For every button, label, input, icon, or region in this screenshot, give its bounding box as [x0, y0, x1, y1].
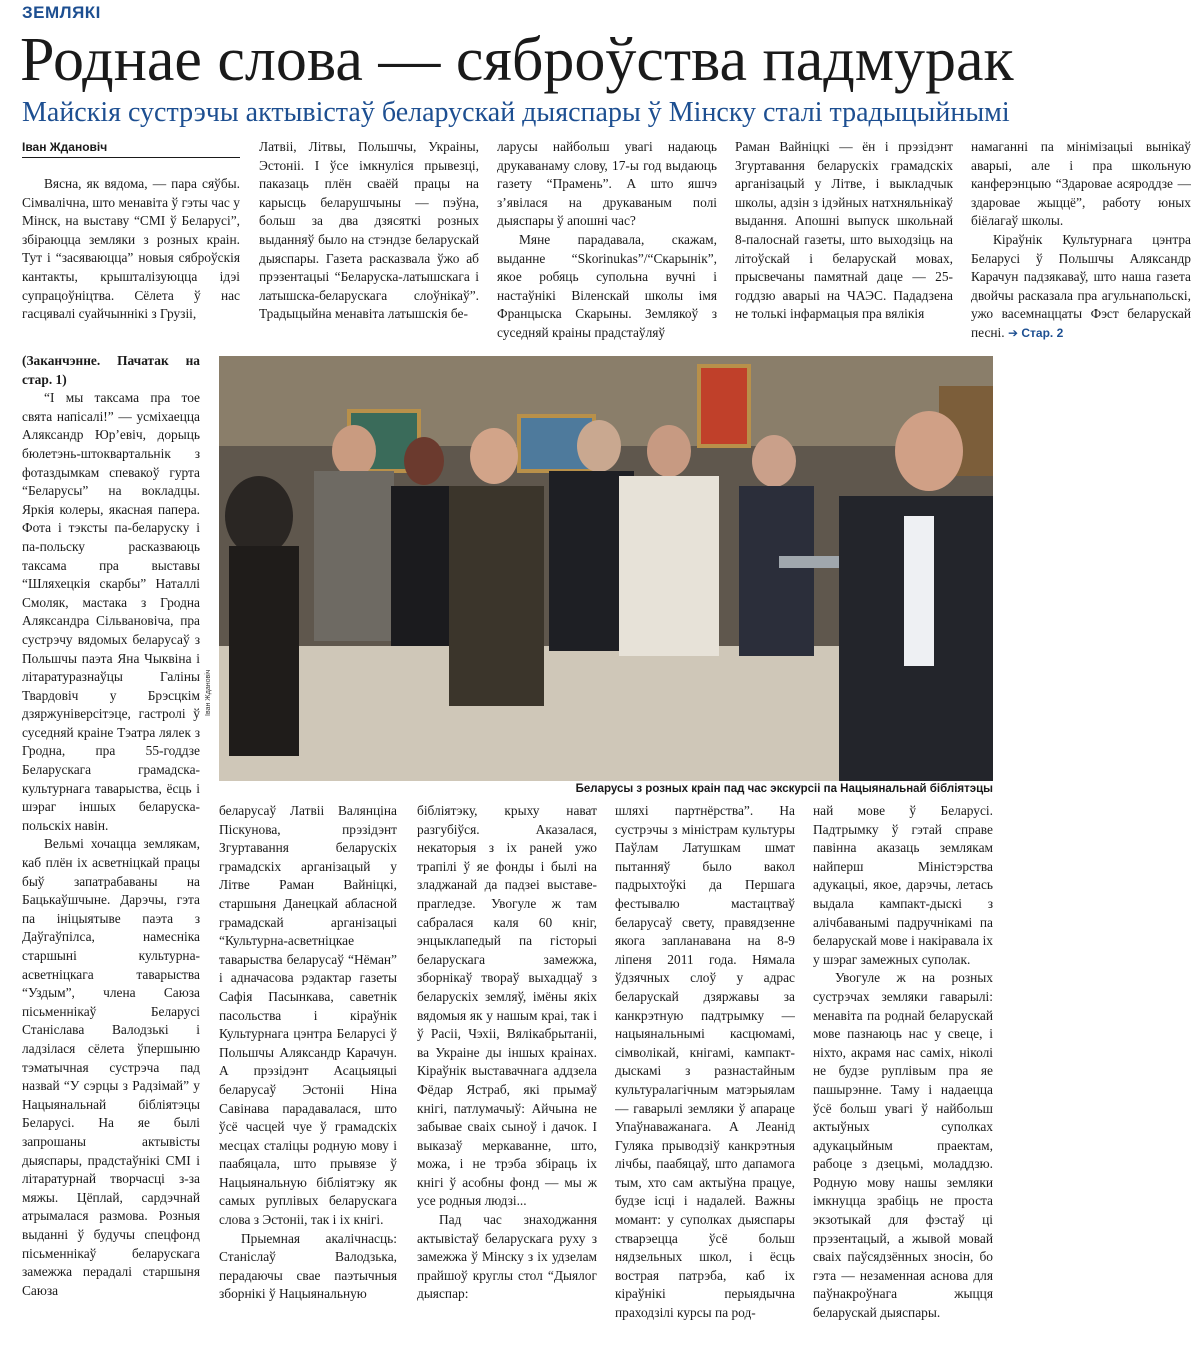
paragraph: Вясна, як вядома, — пара сяўбы. Сімвалічна, што менавіта ў гэты час у Мінск, на выставу “СМІ ў Беларусі”, збіраюцца земляки з розных краін. Тут і “засяваюцца” новыя сяброўскія кантакты, крышталізуюцца ідэі супрацоўніцтва. Сёлета ў нас гасцявалі суайчыннікі з Грузіі,: [22, 176, 240, 322]
section-rubric: ЗЕМЛЯКІ: [22, 3, 101, 22]
paragraph: намаганні па мінімізацыі вынікаў аварыі, але і пра школьную канферэнцыю “Здаровае асяроддзе — здаровае жыццё”, работу юных біёлагаў школы.: [971, 139, 1191, 229]
article-column-bottom-4: [615, 802, 795, 1355]
paragraph: Пад час знаходжання актывістаў беларускага руху з замежжа ў Мінску з іх удзелам прайшоў круглы стол “Дыялог дыяспар:: [417, 1212, 597, 1302]
paragraph: шляхі партнёрства”. На сустрэчы з міністрам культуры Паўлам Латушкам шмат пытанняў было вакол падрыхтоўкі да Першага фестывалю мастацтваў беларусаў свету, правядзенне якога запланавана на 8-9 ліпеня 2011 года. Нямала ўдзячных слоў у адрас беларускай дзяржавы за канкрэтную падтрымку — нацыянальнымі касцюмамі, сімволікай, кнігамі, кампакт-дыскамі з разнастайным культуралагічным матэрыялам — гаварылі земляки ў апараце Упаўнаважанага. А Леанід Гуляка прыводзіў канкрэтныя лічбы, паабяцаў, што дапамога тым, хто сам актыўна працуе, будзе ісці і надалей. Важны момант: у суполках дыяспары стварэецца ўсё больш нядзельных школ, і ёсць вострая патрэба, каб іх кіраўнікі перыядычна праходзілі курсы па род-: [615, 803, 795, 1321]
photo-illustration: [219, 356, 993, 781]
paragraph: бібліятэку, крыху нават разгубіўся. Аказалася, некаторыя з іх раней ужо трапілі ў яе фонды і былі на зладжанай да падзеі выставе-прагледзе. Увогуле ж там сабралася каля 60 кніг, энцыклапедый па гісторыі беларускага замежжа, зборнікаў твораў выхадцаў з беларускіх земляў, імёны якіх вядомыя як у нашым краі, так і ў Расіі, Чэхіі, Вялікабрытаніі, ва Украіне ды іншых краінах. Кіраўнік выставачнага аддзела Фёдар Ястраб, які прымаў кнігі, патлумачыў: Айчына не забывае сваіх сыноў і дачок. І выказаў меркаванне, што, можа, і не трэба збіраць іх кнігі ў асобны фонд — мы ж усе родныя людзі...: [417, 803, 597, 1209]
article-photo: [219, 356, 993, 781]
headline: Роднае слова — сяброўства падмурак: [20, 26, 1014, 94]
paragraph: Вельмі хочацца землякам, каб плён іх асветніцкай працы быў запатрабаваны на Бацькаўшчыне. Дарэчы, гэта па ініцыятыве паэта з Даўгаўпілса, намесніка старшыні культурна-асветніцкага таварыства “Уздым”, члена Саюза пісьменнікаў Беларусі Станіслава Валодзькі і ладзілася сёлета ўпершыню тэматычная сустрэча пад назвай “У сэрцы з Радзімай” у Нацыянальнай бібліятэцы Беларусі. На яе былі запрошаны актывісты дыяспары, прадстаўнікі СМІ і літаратурнай творчасці з-за мяжы. Цёплай, сардэчнай атрымалася размова. Розныя выданні ў будучы спецфонд пісьменнікаў беларускага замежжа перадалі старшыня Саюза: [22, 836, 200, 1298]
paragraph: Раман Вайніцкі — ён і прэзідэнт Згуртавання беларускіх грамадскіх арганізацый у Літве, і выкладчык школы, адзін з ідэйных натхняльнікаў выдання. Апошні выпуск школьнай 8-палоснай газеты, што выходзіць на літоўскай і беларускай мовах, прысвечаны памятнай даце — 25-годдзю аварыі на ЧАЭС. Пададзена не толькі інфармацыя пра вялікія: [735, 139, 953, 322]
paragraph: Прыемная акалічнасць: Станіслаў Валодзька, перадаючы свае паэтычныя зборнікі ў Нацыянальную: [219, 1230, 397, 1302]
subheadline: Майскія сустрэчы актывістаў беларускай дыяспары ў Мінску сталі традыцыйнымі: [22, 97, 1010, 128]
paragraph: Мяне парадавала, скажам, выданне “Skorinukas”/“Скарынік”, якое робяць супольна вучні і настаўнікі Віленскай школы імя Францыска Скарыны. Землякоў з суседняй краіны прадстаўляў: [497, 231, 717, 340]
article-column-top-4: [735, 138, 953, 350]
paragraph: Увогуле ж на розных сустрэчах земляки гаварылі: менавіта па роднай беларускай мове пазнаюць нас у свеце, і ніхто, акрамя нас саміх, ніколі не будзе руплівым пра яе пашырэнне. Таму і надаецца ўсё больш увагі ў найбольш актыўных суполках адукацыйным праектам, рабоце з дзецьмі, моладдзю. Родную мову нашы земляки імкнуцца зрабіць не проста экзотыкай для фэстаў ці прэзентацый, а жывой мовай сваіх паўсядзённых зносін, бо гэта — незаменная аснова для паўнакроўнага жыцця беларускай дыяспары.: [813, 970, 993, 1321]
paragraph: Латвіі, Літвы, Польшчы, Украіны, Эстоніі. І ўсе імкнуліся прывезці, паказаць плён сваёй працы на карысць беларушчыны — пэўна, больш за два дзясяткі розных выданняў было на стэндзе беларускай дыяспары. Газета расказвала ўжо аб прэзентацыі “Беларуска-латышскага і латышска-беларускага слоўнікаў”. Традыцыйна менавіта латышскія бе-: [259, 139, 479, 322]
article-column-top-2: [259, 138, 479, 350]
paragraph: най мове ў Беларусі. Падтрымку ў гэтай справе павінна аказаць землякам найперш Міністэрства адукацыі, якое, дарэчы, летась выдала кампакт-дыскі з алічбаванымі падручнікамі па беларускай мове і накіравала іх у шэраг замежных суполак.: [813, 803, 993, 967]
paragraph: ларусы найбольш увагі надаюць друкаванаму слову, 17-ы год выдаюць газету “Прамень”. А што яшчэ з’явілася на друкаваным полі дыяспары ў апошні час?: [497, 139, 717, 229]
article-column-bottom-3: [417, 802, 597, 1355]
article-column-top-3: [497, 138, 717, 350]
paragraph: [971, 231, 1191, 343]
article-column-top-5: [971, 138, 1191, 350]
byline: Іван Ждановіч: [22, 140, 240, 158]
next-page-link[interactable]: ➔ Стар. 2: [1007, 325, 1064, 340]
paragraph: “І мы таксама пра тое свята напісалі!” — усміхаецца Аляксандр Юр’евіч, дорыць бюлетэнь-штоквартальнік з фотаздымкам спевакоў гурта “Беларусы” на вокладцы. Яркія колеры, якасная папера. Фота і тэксты па-беларуску і па-польску расказваюць таксама пра выставы “Шляхецкія скарбы” Наталлі Смоляк, мастака з Гродна Аляксандра Сільвановіча, пра сустрэчу вядомых беларусаў з Польшчы паэта Яна Чыквіна і літаратуразнаўцы Галіны Твардовіч у Брэсцкім дзяржуніверсітэце, гастролі ў суседняй краіне Тэатра лялек з Гродна, пра 55-годдзе Беларускага грамадска-культурнага таварыства, ёсць і шэраг іншых беларуска-польскіх навін.: [22, 390, 200, 833]
paragraph-text: Кіраўнік Культурнага цэнтра Беларусі ў Польшчы Аляксандр Карачун падзякаваў, што наша газета двойчы расказала пра агульнапольскі, ужо васемнаццаты Фэст беларускай песні.: [971, 231, 1191, 340]
photo-credit: Іван Ждановіч: [205, 669, 212, 716]
paragraph: беларусаў Латвіі Валянціна Піскунова, прэзідэнт Згуртавання беларускіх грамадскіх арганізацый у Літве Раман Вайніцкі, старшыня Данецкай абласной грамадскай арганізацыі “Культурна-асветніцкае таварыства беларусаў “Нёман” і адначасова рэдактар газеты Сафія Пасынкава, саветнік пасольства і кіраўнік Культурнага цэнтра Беларусі ў Польшчы Аляксандр Карачун. А прэзідэнт Асацыяцыі беларусаў Эстоніі Ніна Савінава парадавалася, што ўсё часцей чуе ў грамадскіх месцах сталіцы родную мову і паабяцала, што прывязе ў Нацыянальную бібліятэку як самых руплівых беларускага слова з Эстоніі, так і іх кнігі.: [219, 803, 397, 1228]
article-column-top-1: [22, 175, 240, 345]
article-column-bottom-2: [219, 802, 397, 1355]
article-column-bottom-5: [813, 802, 993, 1355]
continuation-note: (Заканчэнне. Пачатак на стар. 1): [22, 353, 200, 387]
photo-caption: Беларусы з розных краін пад час экскурсіі па Нацыянальнай бібліятэцы: [575, 783, 993, 795]
article-column-bottom-1: [22, 352, 200, 1355]
